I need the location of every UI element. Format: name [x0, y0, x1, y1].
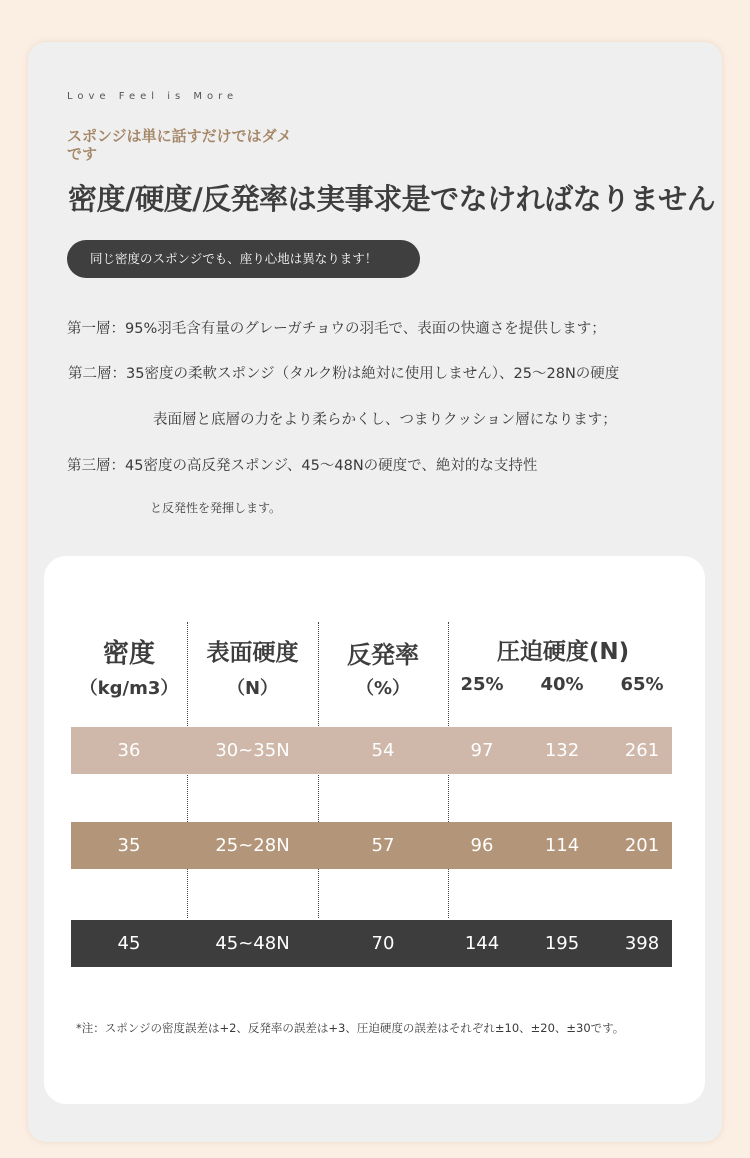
header-compression-40: 40%: [540, 674, 584, 695]
layer-3-text: 第三層：45密度の高反発スポンジ、45～48Nの硬度で、絶対的な支持性: [67, 458, 538, 474]
highlight-pill: 同じ密度のスポンジでも、座り心地は異なります！: [67, 240, 420, 278]
header-surface-hardness: 表面硬度: [206, 640, 299, 666]
cell-compression-25: 96: [470, 835, 494, 856]
header-density-unit: （kg/m3）: [79, 678, 179, 699]
cell-rebound: 57: [371, 835, 395, 856]
cell-hardness: 25~28N: [215, 835, 290, 856]
cell-rebound: 70: [371, 933, 395, 954]
cell-compression-40: 132: [544, 740, 580, 761]
cell-compression-40: 195: [544, 933, 580, 954]
tolerance-note: *注：スポンジの密度誤差は+2、反発率の誤差は+3、圧迫硬度の誤差はそれぞれ±10、±20、±30です。: [76, 1021, 625, 1035]
header-rebound: 反発率: [347, 641, 419, 669]
cell-compression-25: 144: [464, 933, 500, 954]
header-compression-hardness: 圧迫硬度(N): [496, 639, 630, 665]
cell-compression-25: 97: [470, 740, 494, 761]
layer-2-continuation: 表面層と底層の力をより柔らかくし、つまりクッション層になります；: [153, 412, 617, 428]
subtitle: スポンジは単に話すだけではダメです: [67, 127, 292, 163]
layer-3-continuation: と反発性を発揮します。: [150, 501, 282, 515]
cell-rebound: 54: [371, 740, 395, 761]
cell-compression-65: 201: [624, 835, 660, 856]
layer-2-text: 第二層：35密度の柔軟スポンジ（タルク粉は絶対に使用しません）、25～28Nの硬度: [68, 366, 620, 382]
tagline: Love Feel is More: [67, 91, 239, 102]
header-density: 密度: [102, 639, 155, 669]
table-row: [71, 920, 672, 967]
header-rebound-unit: （%）: [355, 678, 411, 699]
header-hardness-unit: （N）: [226, 678, 279, 699]
cell-compression-65: 398: [624, 933, 660, 954]
cell-density: 35: [117, 835, 141, 856]
cell-density: 36: [117, 740, 141, 761]
cell-hardness: 45~48N: [215, 933, 290, 954]
cell-compression-40: 114: [544, 835, 580, 856]
cell-hardness: 30~35N: [215, 740, 290, 761]
header-compression-25: 25%: [460, 674, 504, 695]
page-title: 密度/硬度/反発率は実事求是でなければなりません: [68, 182, 716, 216]
cell-density: 45: [117, 933, 141, 954]
header-compression-65: 65%: [620, 674, 664, 695]
layer-1-text: 第一層：95%羽毛含有量のグレーガチョウの羽毛で、表面の快適さを提供します；: [67, 321, 606, 337]
table-row: [71, 727, 672, 774]
table-row: [71, 822, 672, 869]
cell-compression-65: 261: [624, 740, 660, 761]
